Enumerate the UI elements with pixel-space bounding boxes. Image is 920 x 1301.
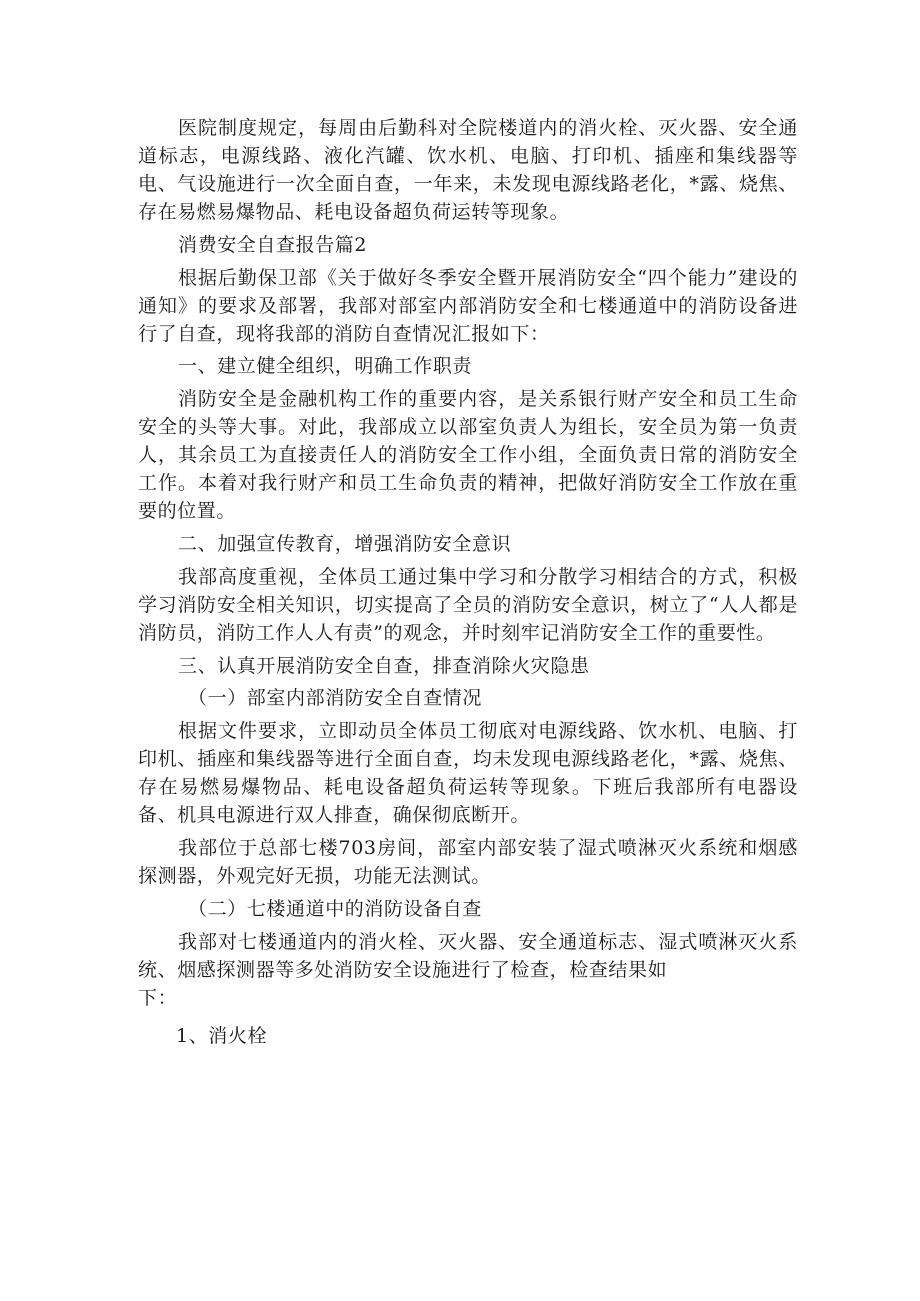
heading-1: 一、建立健全组织，明确工作职责: [178, 355, 473, 378]
section-title-report-2: 消费安全自查报告篇2: [178, 233, 368, 256]
paragraph-education: 我部高度重视，全体员工通过集中学习和分散学习相结合的方式，积极学习消防安全相关知识，切实提高了全员的消防安全意识，树立了“人人都是消防员，消防工作人人有责”的观念，并时刻牢记消防安全工作的重要性。: [138, 565, 798, 644]
heading-3: 三、认真开展消防安全自查，排查消除火灾隐患: [178, 654, 590, 677]
paragraph-hospital-rules: 医院制度规定，每周由后勤科对全院楼道内的消火栓、灭火器、安全通道标志，电源线路、液化汽罐、饮水机、电脑、打印机、插座和集线器等电、气设施进行一次全面自查，一年来，未发现电源线路老化，*露、烧焦、存在易燃易爆物品、耗电设备超负荷运转等现象。: [138, 117, 798, 223]
paragraph-organization: 消防安全是金融机构工作的重要内容，是关系银行财产安全和员工生命安全的头等大事。对此，我部成立以部室负责人为组长，安全员为第一负责人，其余员工为直接责任人的消防安全工作小组，全面负责日常的消防安全工作。本着对我行财产和员工生命负责的精神，把做好消防安全工作放在重要的位置。: [138, 388, 798, 523]
paragraph-self-check: 根据文件要求，立即动员全体员工彻底对电源线路、饮水机、电脑、打印机、插座和集线器等进行全面自查，均未发现电源线路老化，*露、烧焦、存在易燃易爆物品、耗电设备超负荷运转等现象。下班后我部所有电器设备、机具电源进行双人排查，确保彻底断开。: [138, 720, 798, 827]
document-body: [138, 114, 798, 1054]
paragraph-corridor-check-continued: 下：: [138, 986, 178, 1009]
paragraph-room-703: 我部位于总部七楼703房间，部室内部安装了湿式喷淋灭火系统和烟感探测器，外观完好无损，功能无法测试。: [138, 836, 798, 887]
subheading-3-1: （一）部室内部消防安全自查情况: [188, 687, 483, 710]
subheading-3-2: （二）七楼通道中的消防设备自查: [188, 897, 483, 920]
heading-fire-hydrant: 1、消火栓: [176, 1024, 268, 1047]
paragraph-intro: 根据后勤保卫部《关于做好冬季安全暨开展消防安全“四个能力”建设的通知》的要求及部署，我部对部室内部消防安全和七楼通道中的消防设备进行了自查，现将我部的消防自查情况汇报如下：: [138, 266, 798, 345]
heading-2: 二、加强宣传教育，增强消防安全意识: [178, 532, 512, 555]
paragraph-corridor-check: 我部对七楼通道内的消火栓、灭火器、安全通道标志、湿式喷淋灭火系统、烟感探测器等多处消防安全设施进行了检查，检查结果如: [138, 930, 798, 981]
